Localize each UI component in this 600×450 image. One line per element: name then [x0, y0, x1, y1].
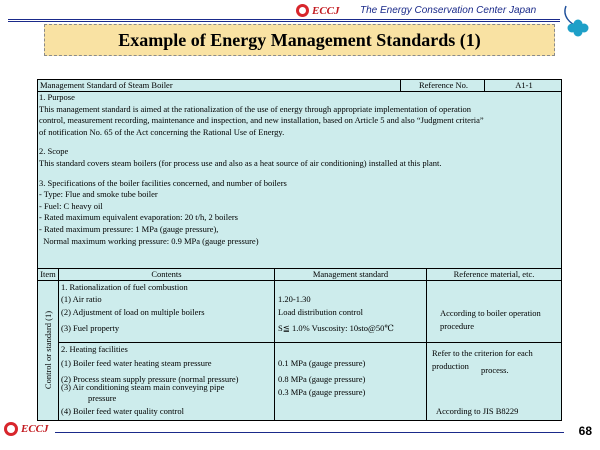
section1-standard: Load distribution control — [278, 307, 363, 317]
form-title: Management Standard of Steam Boiler — [40, 80, 173, 90]
section1-item: (2) Adjustment of load on multiple boilers — [61, 307, 205, 317]
section1-standard: 1.20-1.30 — [278, 294, 311, 304]
side-label-text: Control or standard (1) — [43, 310, 54, 390]
clover-icon — [560, 2, 596, 40]
section2-item: pressure — [88, 393, 117, 403]
spec-line: - Rated maximum pressure: 1 MPa (gauge pressure), — [39, 223, 219, 234]
grid-line — [426, 280, 427, 420]
purpose-line: This management standard is aimed at the rationalization of the use of energy through appropriate implementation of operation — [39, 103, 472, 114]
eccj-logo-icon — [296, 4, 309, 17]
section2-standard: 0.8 MPa (gauge pressure) — [278, 374, 366, 384]
section1-reference: According to boiler operation — [440, 308, 541, 318]
section1-item: (1) Air ratio — [61, 294, 102, 304]
header-logo-text: ECCJ — [312, 4, 340, 17]
slide-title: Example of Energy Management Standards (1) — [118, 30, 481, 50]
footer-logo-text: ECCJ — [21, 423, 49, 435]
form-header-row — [38, 80, 561, 92]
section2-item: (3) Air conditioning steam main conveying pipe — [61, 382, 225, 392]
section2-item: (1) Boiler feed water heating steam pressure — [61, 358, 212, 368]
section2-standard: 0.3 MPa (gauge pressure) — [278, 387, 366, 397]
section2-item: (2) Process steam supply pressure (normal pressure) — [61, 374, 239, 384]
section1-reference: procedure — [440, 321, 474, 331]
header-item: Item — [40, 269, 56, 279]
slide-title-box — [44, 24, 555, 56]
section2-reference: process. — [481, 365, 509, 375]
section2-item: (4) Boiler feed water quality control — [61, 406, 184, 416]
header-contents: Contents — [58, 269, 274, 280]
organization-name: The Energy Conservation Center Japan — [360, 5, 537, 16]
purpose-heading: 1. Purpose — [39, 92, 75, 102]
reference-label: Reference No. — [400, 80, 484, 91]
spec-line: - Rated maximum equivalent evaporation: 20 t/h, 2 boilers — [39, 212, 238, 223]
section2-reference: According to JIS B8229 — [436, 406, 519, 416]
grid-line — [274, 280, 275, 420]
section1-heading: 1. Rationalization of fuel combustion — [61, 282, 188, 292]
side-label — [42, 280, 54, 420]
spec-line: - Type: Flue and smoke tube boiler — [39, 189, 158, 200]
header-management: Management standard — [274, 269, 426, 280]
footer-logo — [4, 422, 49, 436]
spec-line: Normal maximum working pressure: 0.9 MPa (gauge pressure) — [39, 235, 259, 246]
table-header-row — [38, 268, 561, 281]
reference-value: A1-1 — [484, 80, 561, 91]
spec-line: - Fuel: C heavy oil — [39, 200, 103, 211]
header-reference: Reference material, etc. — [426, 269, 561, 280]
section2-standard: 0.1 MPa (gauge pressure) — [278, 358, 366, 368]
eccj-logo-icon — [4, 422, 18, 436]
grid-line — [58, 280, 59, 420]
section1-item: (3) Fuel property — [61, 323, 120, 333]
scope-text: This standard covers steam boilers (for process use and also as a heat source of air conditioning) installed at this plant. — [39, 157, 442, 168]
document-body — [39, 92, 557, 247]
spec-heading: 3. Specifications of the boiler facilities concerned, and number of boilers — [39, 177, 287, 188]
scope-heading: 2. Scope — [39, 146, 69, 157]
grid-line — [58, 342, 561, 343]
footer-divider — [55, 432, 564, 433]
standard-document — [37, 79, 562, 421]
header-divider-2 — [8, 21, 560, 22]
page-number: 68 — [578, 424, 592, 438]
section1-standard: S≦ 1.0% Vuscosity: 10sto@50℃ — [278, 323, 394, 333]
header-logo — [296, 4, 340, 17]
header-divider — [8, 19, 560, 20]
section2-reference: Refer to the criterion for each — [432, 348, 533, 358]
section2-heading: 2. Heating facilities — [61, 344, 128, 354]
purpose-line: control, measurement recording, maintenance and inspection, and new installation, based on Article 5 and also “Judgment criteria” — [39, 115, 484, 126]
section2-reference: production — [432, 361, 469, 371]
purpose-line: of notification No. 65 of the Act concerning the Rational Use of Energy. — [39, 126, 285, 137]
